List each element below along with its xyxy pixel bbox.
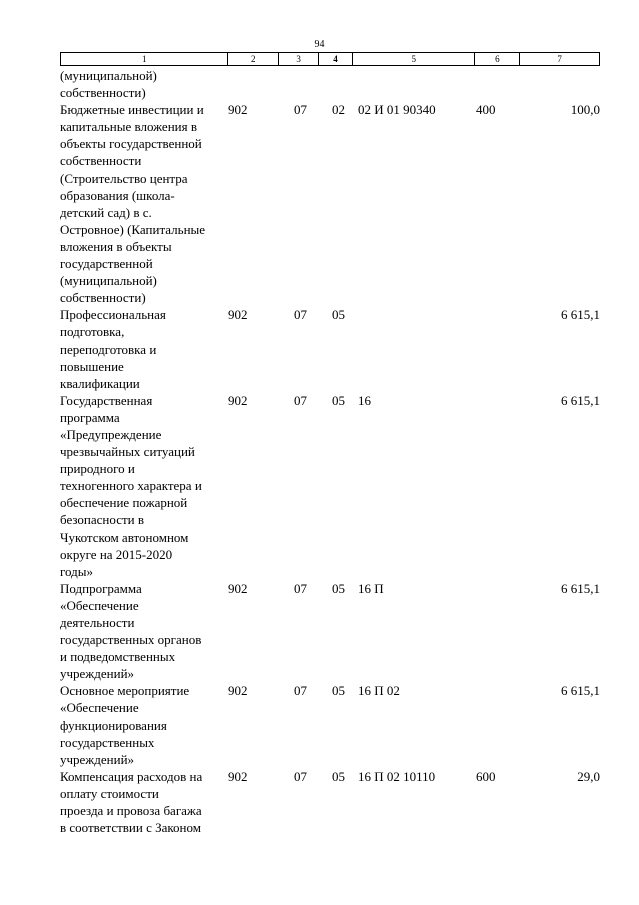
row-name [60,580,228,683]
row-name-line: переподготовка и [60,341,157,357]
row-name-line: подготовка, [60,324,125,340]
row-code-rz: 07 [294,768,307,784]
row-amount: 6 615,1 [561,580,600,596]
row-code-csr [353,67,476,101]
row-name-line: деятельности [60,615,135,630]
row-name-line: Бюджетные инвестиции и [60,102,204,118]
row-name [60,101,228,306]
row-name-line: образования (школа- [60,187,175,203]
row-code-csr: 16 П 02 [358,683,400,699]
row-name-line: (Строительство центра [60,170,188,186]
row-code-rz: 07 [294,580,307,596]
row-name-line: функционирования [60,717,167,733]
row-code-csr: 16 [358,392,371,408]
table-row [60,392,600,580]
row-name-line: государственных органов [60,632,202,648]
row-name-line: природного и [60,461,135,477]
row-code-rz: 07 [294,307,307,323]
row-code-vr [476,392,521,580]
table-body [60,67,600,836]
row-name-line: Компенсация расходов на [60,768,203,784]
row-code-rz [279,67,319,101]
row-code-vr: 600 [476,768,496,784]
row-name-line: «Обеспечение [60,700,139,716]
row-code-rz: 07 [294,392,307,408]
header-col-6: 6 [475,53,520,65]
row-name-line: Основное мероприятие [60,683,190,699]
row-name-line: «Предупреждение [60,426,162,442]
header-col-7: 7 [557,54,562,64]
row-name-line: собственности) [60,290,146,306]
row-name-line: «Обеспечение [60,597,139,613]
row-code-pr: 05 [332,580,345,596]
row-name-line: государственной [60,256,153,272]
row-name-line: в соответствии с Законом [60,820,201,836]
header-col-4: 4 [319,53,353,65]
row-name-line: учреждений» [60,666,135,682]
row-name-line: Островное) (Капитальные [60,221,206,237]
row-code-vr: 400 [476,102,496,118]
row-name-line: годы» [60,563,93,579]
row-code-pr [319,67,353,101]
row-name [60,67,228,101]
header-col-5: 5 [353,53,476,65]
row-name-line: собственности) [60,85,146,101]
header-col-2: 2 [228,53,279,65]
row-name-line: (муниципальной) [60,68,157,83]
row-code-gr: 902 [228,307,248,323]
row-amount: 100,0 [570,102,600,118]
row-code-csr [353,306,476,391]
row-name-line: объекты государственной [60,136,202,152]
row-code-gr: 902 [228,392,248,408]
row-name [60,306,228,391]
row-name-line: повышение [60,358,124,374]
page-number: 94 [314,39,325,50]
row-code-pr: 05 [332,307,345,323]
row-code-gr: 902 [228,580,248,596]
row-code-csr: 16 П 02 10110 [358,768,436,784]
row-name-line: (муниципальной) [60,273,157,289]
row-name-line: оплату стоимости [60,785,159,801]
row-amount [521,67,600,101]
row-name-line: детский сад) в с. [60,204,152,220]
row-name-line: вложения в объекты [60,238,172,254]
header-col-3: 3 [279,53,319,65]
table-row [60,67,600,101]
row-code-gr: 902 [228,102,248,118]
table-row [60,682,600,767]
row-name-line: программа [60,409,120,425]
row-code-rz: 07 [294,683,307,699]
table-row [60,580,600,683]
table-header [60,52,600,66]
row-code-pr: 05 [332,683,345,699]
row-name [60,392,228,580]
table-row [60,101,600,306]
row-name-line: чрезвычайных ситуаций [60,444,195,460]
row-amount: 6 615,1 [561,307,600,323]
row-code-pr: 05 [332,768,345,784]
row-name-line: округе на 2015-2020 [60,546,173,562]
row-name-line: учреждений» [60,751,135,767]
row-code-pr: 05 [332,392,345,408]
row-name [60,682,228,767]
row-code-csr: 16 П [358,580,384,596]
row-name-line: квалификации [60,375,140,391]
row-code-vr [476,580,521,683]
row-code-vr [476,306,521,391]
row-name-line: обеспечение пожарной [60,495,188,511]
table-row [60,306,600,391]
table-row [60,768,600,836]
row-name [60,768,228,836]
row-name-line: безопасности в [60,512,145,528]
row-name-line: государственных [60,734,155,750]
row-name-line: и подведомственных [60,649,176,665]
row-code-pr: 02 [332,102,345,118]
row-name-line: собственности [60,153,142,169]
row-amount: 6 615,1 [561,683,600,699]
row-name-line: капитальные вложения в [60,119,197,135]
row-name-line: Подпрограмма [60,580,142,596]
row-code-rz: 07 [294,102,307,118]
row-code-vr [476,682,521,767]
row-code-csr: 02 И 01 90340 [358,102,436,118]
row-code-gr: 902 [228,683,248,699]
row-name-line: Профессиональная [60,307,166,323]
row-amount: 6 615,1 [561,392,600,408]
row-code-gr: 902 [228,768,248,784]
header-col-1: 1 [61,53,228,65]
row-amount: 29,0 [577,768,600,784]
row-name-line: Чукотском автономном [60,529,189,545]
row-name-line: проезда и провоза багажа [60,803,202,819]
row-name-line: техногенного характера и [60,478,202,494]
row-code-vr [476,67,521,101]
row-code-gr [228,67,279,101]
row-name-line: Государственная [60,392,153,408]
